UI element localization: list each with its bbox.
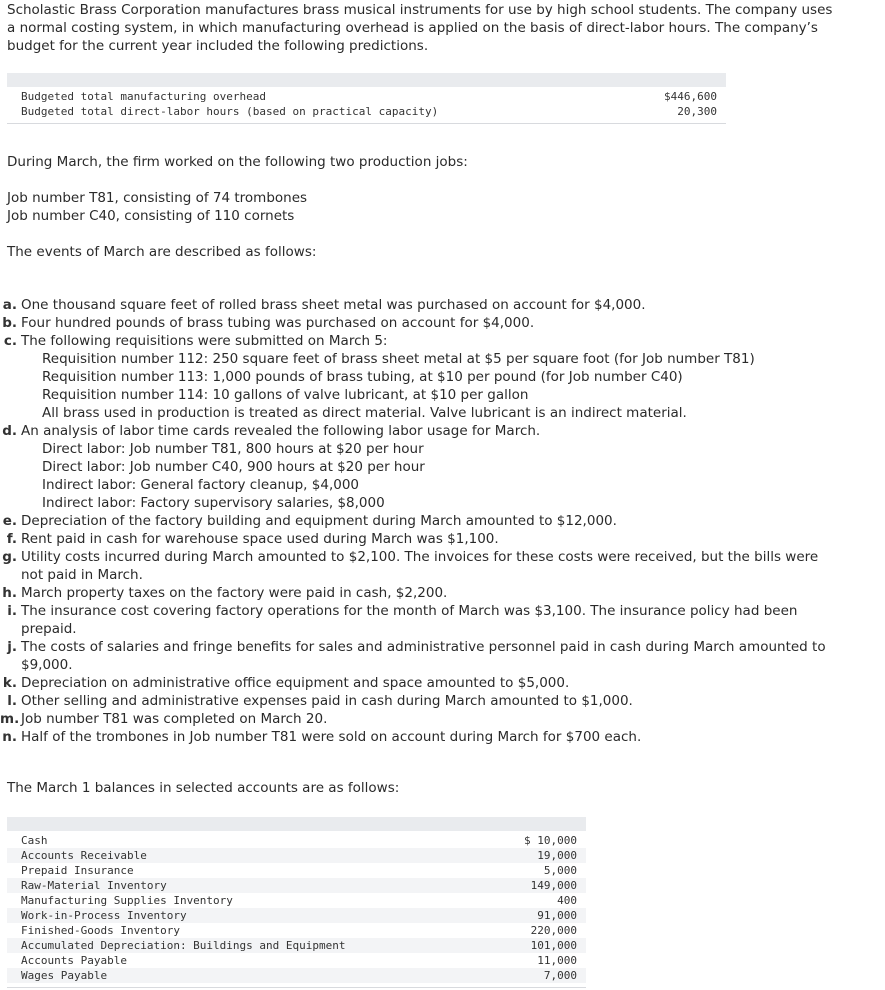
event-text: Depreciation of the factory building and equipment during March amounted to $12,000.	[21, 513, 617, 529]
account-name: Manufacturing Supplies Inventory	[21, 894, 233, 907]
event-item	[0, 296, 880, 314]
table-body	[7, 831, 586, 988]
balances-intro: The March 1 balances in selected accounts are as follows:	[7, 780, 400, 796]
account-name: Cash	[21, 834, 48, 847]
event-text: Rent paid in cash for warehouse space used during March was $1,100.	[21, 531, 499, 547]
jobs-list	[7, 189, 867, 225]
table-row	[7, 89, 726, 104]
event-sublist	[21, 440, 880, 512]
table-row	[7, 923, 586, 938]
event-subitem: Direct labor: Job number T81, 800 hours at $20 per hour	[42, 441, 424, 457]
event-item	[0, 602, 880, 638]
account-balance: 11,000	[537, 954, 577, 967]
event-text: One thousand square feet of rolled brass sheet metal was purchased on account for $4,000.	[21, 297, 646, 313]
event-item	[0, 422, 880, 512]
event-subitem: Requisition number 114: 10 gallons of valve lubricant, at $10 per gallon	[42, 387, 529, 403]
event-label: j.	[7, 639, 17, 655]
intro-line: Scholastic Brass Corporation manufactures brass musical instruments for use by high school students. The company uses	[7, 2, 833, 18]
account-name: Wages Payable	[21, 969, 108, 982]
events-intro: The events of March are described as follows:	[7, 244, 317, 260]
balances-table	[7, 817, 586, 988]
events-list	[0, 296, 880, 746]
intro-paragraph	[7, 1, 867, 55]
table-row	[7, 878, 586, 893]
intro-line: a normal costing system, in which manufacturing overhead is applied on the basis of direct-labor hours. The company’s	[7, 20, 818, 36]
row-value: 20,300	[677, 105, 717, 118]
event-text: March property taxes on the factory were paid in cash, $2,200.	[21, 585, 448, 601]
row-label: Budgeted total direct-labor hours (based on practical capacity)	[21, 105, 439, 118]
event-label: b.	[2, 315, 17, 331]
event-text: Other selling and administrative expenses paid in cash during March amounted to $1,000.	[21, 693, 633, 709]
account-balance: 91,000	[537, 909, 577, 922]
event-text: Utility costs incurred during March amounted to $2,100. The invoices for these costs were received, but the bills were	[21, 549, 819, 565]
event-label: d.	[2, 423, 17, 439]
event-subitem: Indirect labor: Factory supervisory salaries, $8,000	[42, 495, 385, 511]
account-name: Prepaid Insurance	[21, 864, 134, 877]
event-item	[0, 332, 880, 422]
table-row	[7, 938, 586, 953]
event-text: Job number T81 was completed on March 20.	[21, 711, 328, 727]
event-text: An analysis of labor time cards revealed the following labor usage for March.	[21, 423, 541, 439]
event-subitem: Requisition number 112: 250 square feet of brass sheet metal at $5 per square foot (for Job number T81)	[42, 351, 755, 367]
during-march-text: During March, the firm worked on the following two production jobs:	[7, 154, 468, 170]
account-name: Raw-Material Inventory	[21, 879, 167, 892]
event-text: Four hundred pounds of brass tubing was purchased on account for $4,000.	[21, 315, 535, 331]
event-subitem: Indirect labor: General factory cleanup, $4,000	[42, 477, 360, 493]
event-label: e.	[2, 513, 17, 529]
table-row	[7, 833, 586, 848]
account-name: Accumulated Depreciation: Buildings and Equipment	[21, 939, 346, 952]
event-text: The insurance cost covering factory operations for the month of March was $3,100. The insurance policy had been	[21, 603, 798, 619]
event-text: Half of the trombones in Job number T81 were sold on account during March for $700 each.	[21, 729, 642, 745]
row-label: Budgeted total manufacturing overhead	[21, 90, 267, 103]
table-row	[7, 848, 586, 863]
table-row	[7, 863, 586, 878]
event-label: l.	[7, 693, 17, 709]
event-label: f.	[6, 531, 17, 547]
account-balance: $ 10,000	[524, 834, 577, 847]
account-balance: 220,000	[530, 924, 577, 937]
table-row	[7, 953, 586, 968]
event-text: $9,000.	[21, 657, 73, 673]
budget-table	[7, 73, 726, 124]
table-header-bar	[7, 817, 586, 831]
event-label: a.	[2, 297, 17, 313]
account-balance: 5,000	[543, 864, 577, 877]
event-label: k.	[2, 675, 17, 691]
event-subitem: Requisition number 113: 1,000 pounds of brass tubing, at $10 per pound (for Job number C40)	[42, 369, 683, 385]
event-label: i.	[7, 603, 17, 619]
account-balance: 19,000	[537, 849, 577, 862]
table-row	[7, 908, 586, 923]
event-label: g.	[2, 549, 17, 565]
event-item	[0, 728, 880, 746]
event-text: The following requisitions were submitted on March 5:	[21, 333, 388, 349]
event-item	[0, 674, 880, 692]
event-subitem: Direct labor: Job number C40, 900 hours at $20 per hour	[42, 459, 425, 475]
event-text: The costs of salaries and fringe benefits for sales and administrative personnel paid in cash during March amounted to	[21, 639, 826, 655]
event-label: n.	[2, 729, 17, 745]
event-text: not paid in March.	[21, 567, 143, 583]
account-name: Work-in-Process Inventory	[21, 909, 187, 922]
event-sublist	[21, 350, 880, 422]
event-item	[0, 512, 880, 530]
event-item	[0, 584, 880, 602]
account-name: Accounts Payable	[21, 954, 127, 967]
event-item	[0, 710, 880, 728]
intro-line: budget for the current year included the following predictions.	[7, 38, 429, 54]
account-balance: 101,000	[530, 939, 577, 952]
account-name: Finished-Goods Inventory	[21, 924, 180, 937]
event-text: Depreciation on administrative office equipment and space amounted to $5,000.	[21, 675, 570, 691]
table-row	[7, 104, 726, 119]
table-row	[7, 968, 586, 983]
account-balance: 7,000	[543, 969, 577, 982]
table-row	[7, 893, 586, 908]
event-label: c.	[3, 333, 17, 349]
event-item	[0, 530, 880, 548]
event-item	[0, 548, 880, 584]
account-name: Accounts Receivable	[21, 849, 147, 862]
job-item: Job number T81, consisting of 74 trombones	[7, 190, 308, 206]
table-body	[7, 87, 726, 124]
account-balance: 400	[557, 894, 577, 907]
job-item: Job number C40, consisting of 110 cornets	[7, 208, 295, 224]
event-item	[0, 638, 880, 674]
event-item	[0, 314, 880, 332]
event-subitem: All brass used in production is treated as direct material. Valve lubricant is an indirect material.	[42, 405, 687, 421]
table-header-bar	[7, 73, 726, 87]
account-balance: 149,000	[530, 879, 577, 892]
event-item	[0, 692, 880, 710]
event-text: prepaid.	[21, 621, 77, 637]
event-label: h.	[2, 585, 17, 601]
row-value: $446,600	[664, 90, 717, 103]
event-label: m.	[0, 711, 20, 727]
